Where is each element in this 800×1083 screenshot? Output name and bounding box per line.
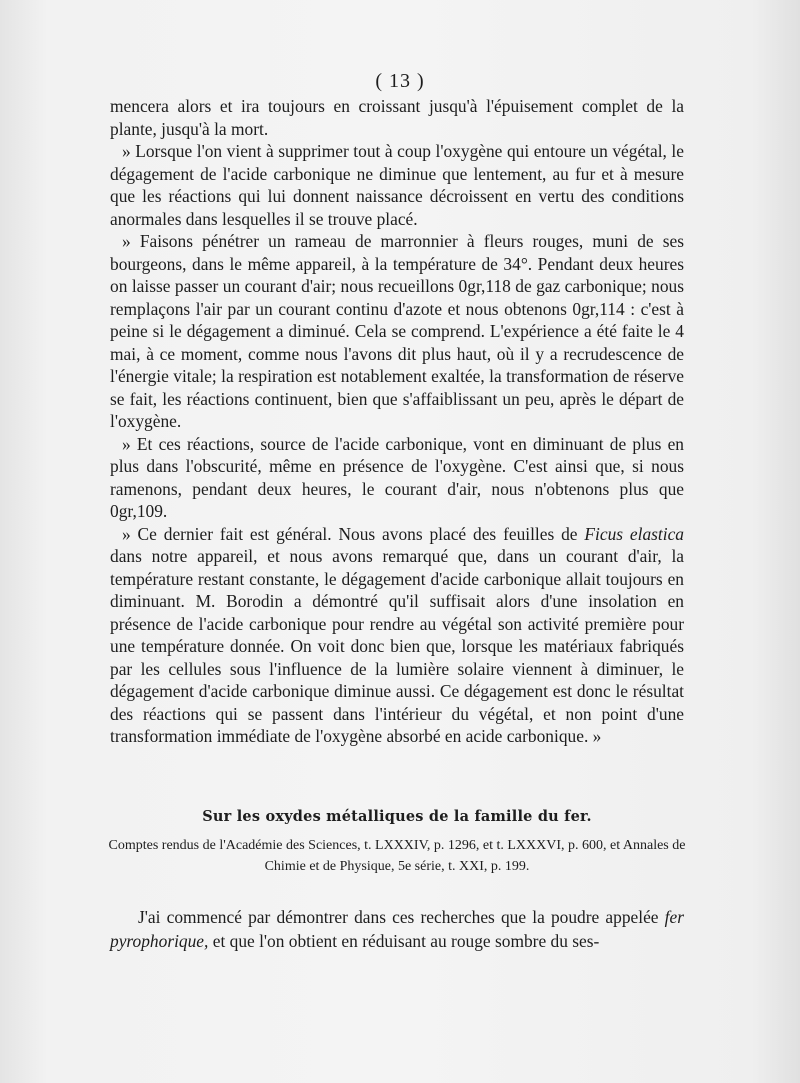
- species-name: Ficus elastica: [584, 523, 684, 544]
- paragraph-marronnier-experiment: » Faisons pénétrer un rameau de marronnier à fleurs rouges, muni de ses bourgeons, dans le même appareil, à la température de 34°. Pendant deux heures on laisse passer un courant d'air; nous recueillons 0gr,118 de gaz carbonique; nous remplaçons l'air par un courant continu d'azote et nous obtenons 0gr,114 : c'est à peine si le dégagement a diminué. Cela se comprend. L'expérience a été faite le 4 mai, à ce moment, comme nous l'avons dit plus haut, où il y a recrudescence de l'énergie vitale; la respiration est notablement exaltée, la transformation de réserve se fait, les réactions continuent, bien que s'affaiblissant un peu, après le départ de l'oxygène.: [110, 231, 684, 431]
- paragraph-continuation: mencera alors et ira toujours en croissant jusqu'à l'épuisement complet de la plante, jusqu'à la mort.: [110, 96, 684, 139]
- paragraph-text: » Ce dernier fait est général. Nous avons placé des feuilles de: [122, 523, 585, 544]
- paragraph-text: dans notre appareil, et nous avons remarqué que, dans un courant d'air, la température restant constante, le dégagement d'acide carbonique allait toujours en diminuant. M. Borodin a démontré qu'il suffisait alors d'une insolation en présence de l'acide carbonique pour rendre au végétal son activité première pour une température donnée. On voit donc bien que, lorsque les matériaux fabriqués par les cellules sous l'influence de la lumière solaire viennent à diminuer, le dégagement d'acide carbonique diminue aussi. Ce dégagement est donc le résultat des réactions qui se passent dans l'intérieur du végétal, et non point d'une transformation immédiate de l'oxygène absorbé en acide carbonique. »: [110, 546, 684, 746]
- section-text: J'ai commencé par démontrer dans ces recherches que la poudre appelée: [138, 907, 665, 927]
- paragraph-oxygen-removal: » Lorsque l'on vient à supprimer tout à coup l'oxygène qui entoure un végétal, le dégagement de l'acide carbonique ne diminue que lentement, au fur et à mesure que les réactions qui lui donnent naissance décroissent en vertu des conditions anormales dans lesquelles il se trouve placé.: [110, 141, 684, 229]
- section-body: [110, 905, 684, 953]
- section-reference: Comptes rendus de l'Académie des Sciences, t. LXXXIV, p. 1296, et t. LXXXVI, p. 600, et Annales de Chimie et de Physique, 5e série, t. XXI, p. 199.: [108, 838, 686, 874]
- paragraph-ficus-elastica: [110, 523, 684, 748]
- page-number: ( 13 ): [375, 70, 425, 92]
- body-text: [110, 95, 684, 748]
- section-title: Sur les oxydes métalliques de la famille du fer.: [202, 808, 592, 825]
- paragraph-obscurity: » Et ces réactions, source de l'acide carbonique, vont en diminuant de plus en plus dans l'obscurité, même en présence de l'oxygène. C'est ainsi que, si nous ramenons, pendant deux heures, le courant d'air, nous n'obtenons plus que 0gr,109.: [110, 433, 684, 521]
- section-iron-oxides: [110, 808, 684, 970]
- italic-term: fer pyrophorique,: [110, 907, 684, 951]
- section-text: et que l'on obtient en réduisant au rouge sombre du ses-: [208, 931, 600, 951]
